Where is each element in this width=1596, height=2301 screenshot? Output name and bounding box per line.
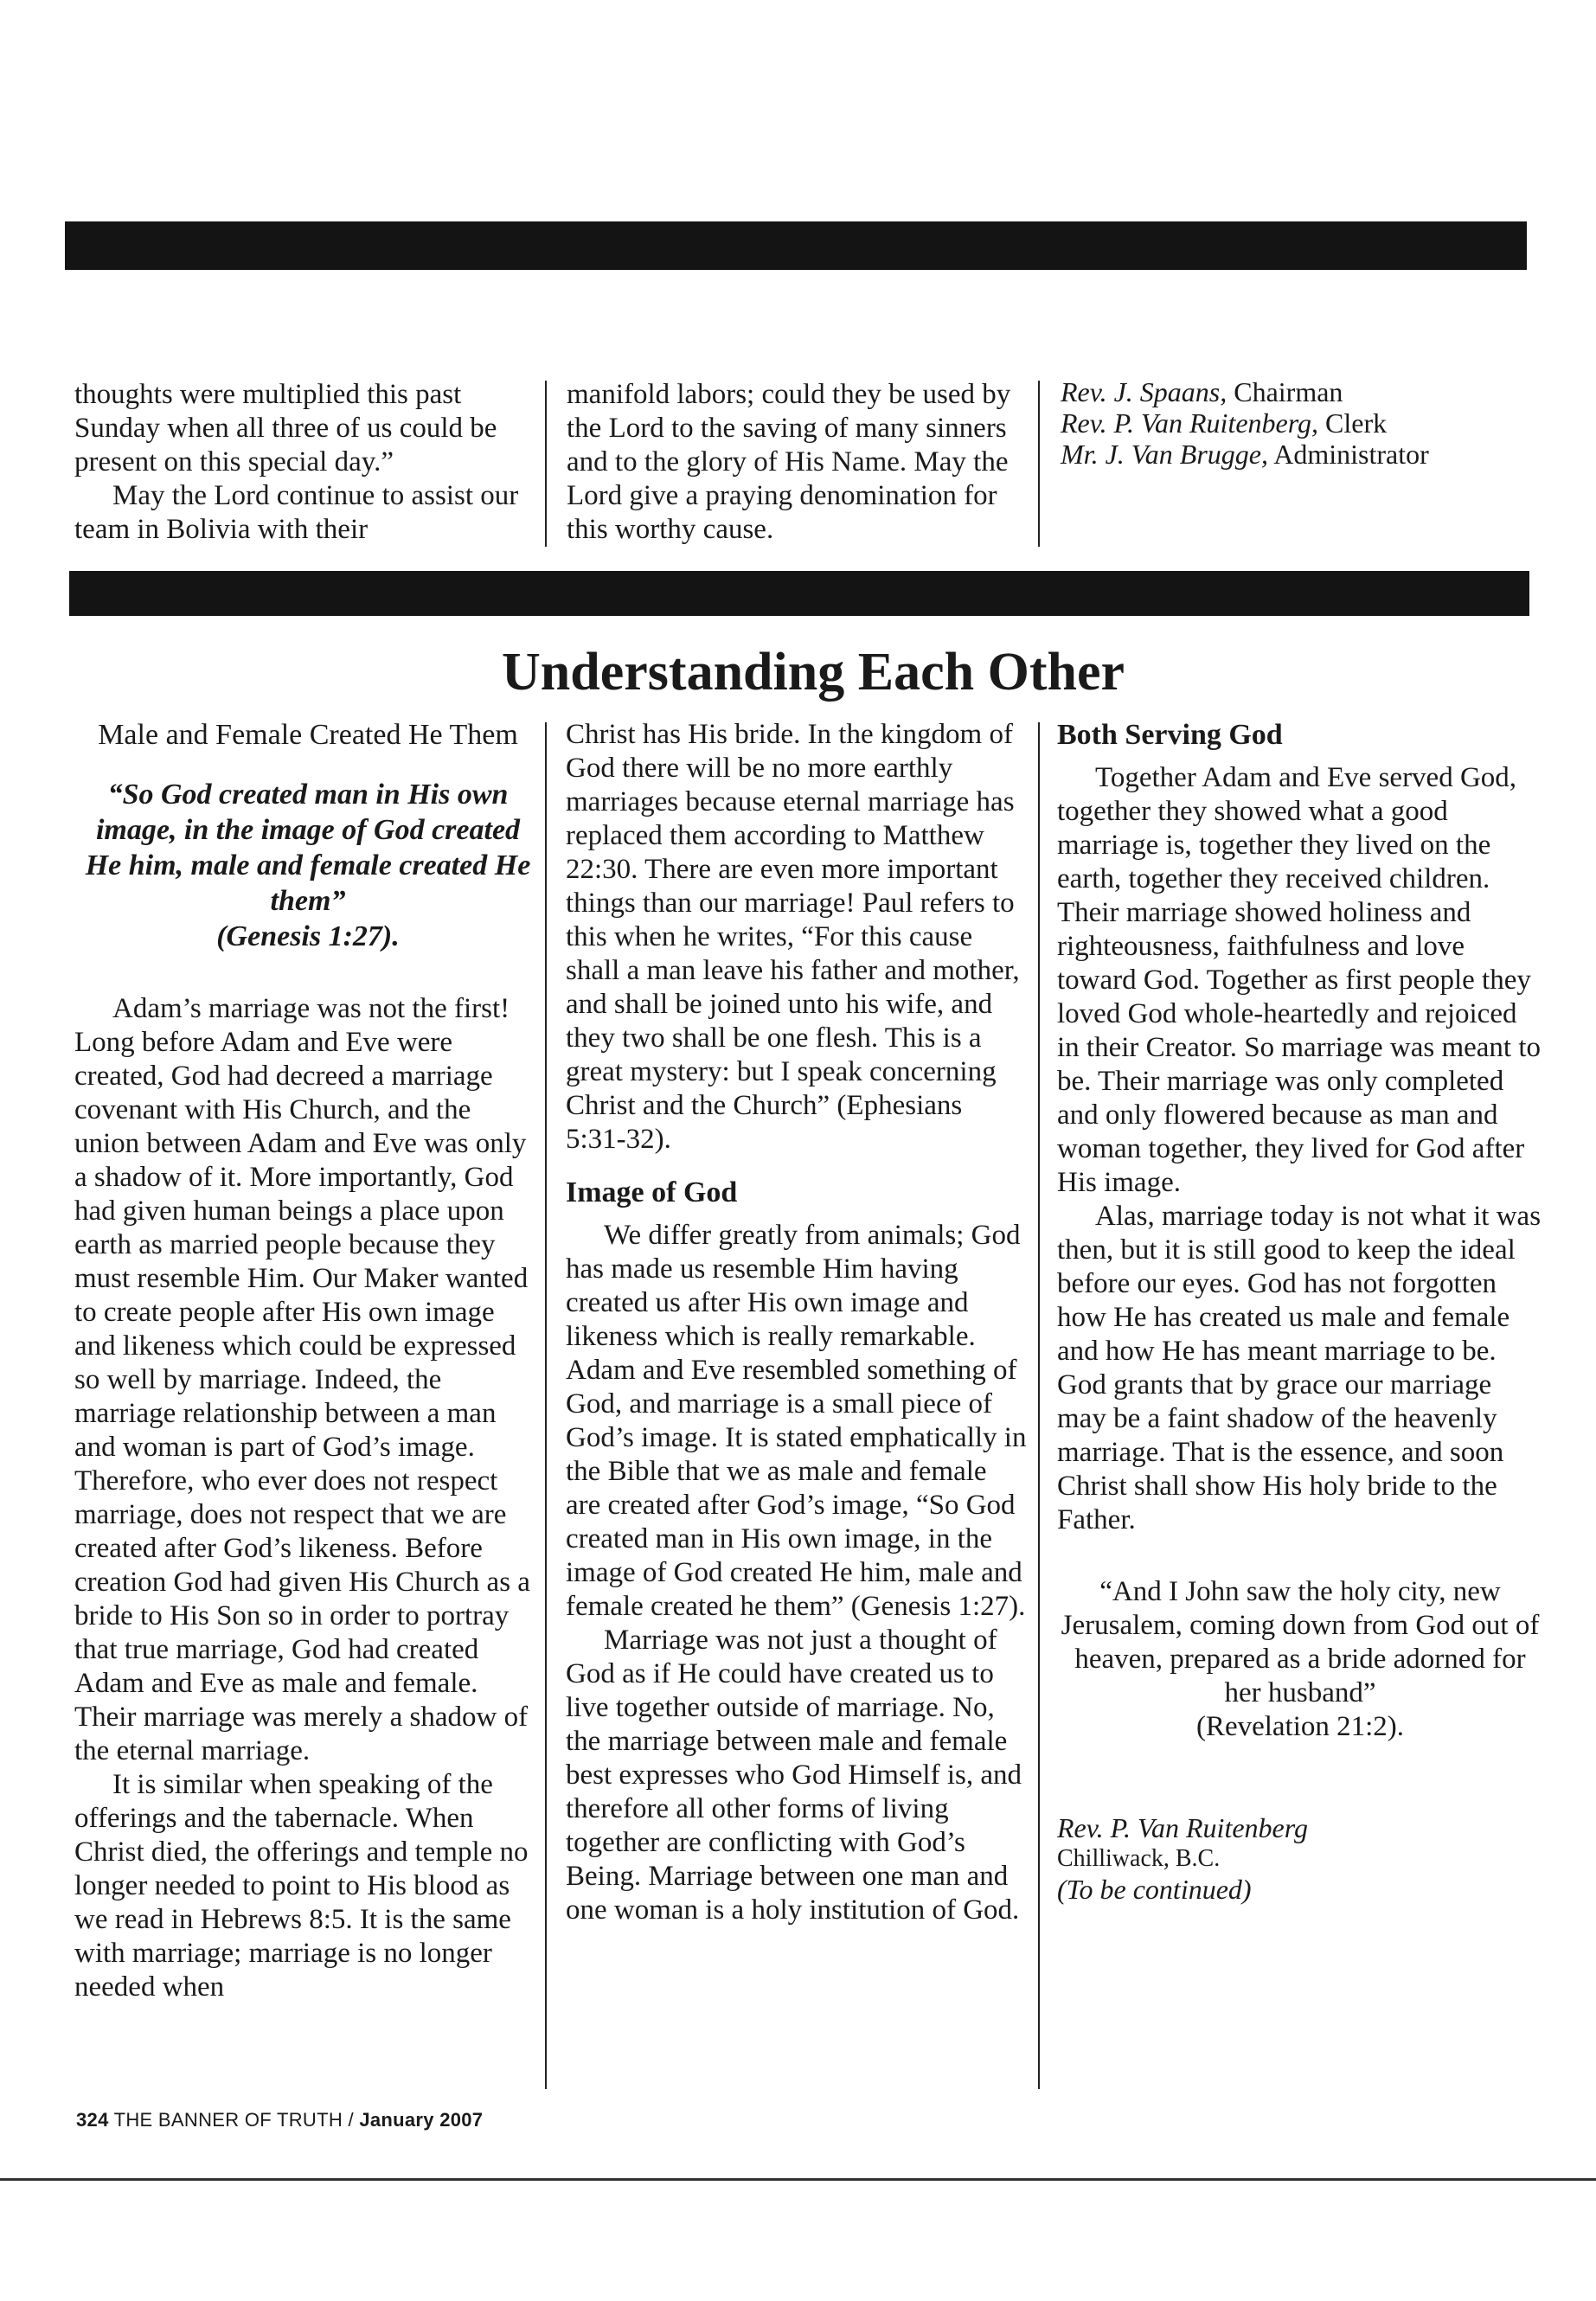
subheading-image-of-god: Image of God	[566, 1176, 738, 1208]
body-paragraph: It is similar when speaking of the offerings and the tabernacle. When Christ died, the offerings and temple no longer needed to point to His blood as we read in Hebrews 8:5. It is the same with marriage; marriage is no longer needed when	[74, 1769, 529, 2003]
snippet-paragraph: thoughts were multiplied this past Sunday when all three of us could be present on this special day.”	[74, 379, 497, 478]
closing-scripture: “And I John saw the holy city, new Jerusalem, coming down from God out of heaven, prepared as a bride adorned for her husband” (Revelation 21:2).	[1061, 1576, 1540, 1742]
article-column-3	[1057, 718, 1543, 1907]
body-paragraph: Adam’s marriage was not the first! Long before Adam and Eve were created, God had decreed a marriage covenant with His Church, and the union between Adam and Eve was only a shadow of it. More importantly, God had given human beings a place upon earth as married people because they must resemble Him. Our Maker wanted to create people after His own image and likeness which could be expressed so well by marriage. Indeed, the marriage relationship between a man and woman is part of God’s image. Therefore, who ever does not respect marriage, does not respect that we are created after God’s likeness. Before creation God had given His Church as a bride to His Son so in order to portray that true marriage, God had created Adam and Eve as male and female. Their marriage was merely a shadow of the eternal marriage.	[74, 993, 530, 1766]
body-paragraph: Marriage was not just a thought of God as if He could have created us to live together outside of marriage. No, the marriage between male and female best expresses who God Himself is, and therefore all other forms of living together are conflicting with God’s Being. Marriage between one man and one woman is a holy institution of God.	[566, 1625, 1022, 1926]
section-heading: Male and Female Created He Them	[98, 719, 518, 751]
body-paragraph: Together Adam and Eve served God, together they showed what a good marriage is, together they lived on the earth, together they received children. Their marriage showed holiness and righteousness, faithfulness and love toward God. Together as first people they loved God whole-heartedly and rejoiced in their Creator. So marriage was meant to be. Their marriage was only completed and only flowered because as man and woman together, they lived for God after His image.	[1057, 762, 1542, 1198]
author-location: Chilliwack, B.C.	[1057, 1845, 1221, 1872]
page-footer	[76, 2109, 483, 2131]
snippet-paragraph: manifold labors; could they be used by the Lord to the saving of many sinners and to the glory of His Name. May the Lord give a praying denomination for this worthy cause.	[567, 379, 1011, 545]
scripture-verse: “So God created man in His own image, in the image of God created He him, male and female created He them” (Genesis 1:27).	[85, 779, 531, 952]
snippet-column-1	[74, 378, 542, 547]
snippet-column-2	[567, 378, 1029, 547]
snippet-divider-2	[1038, 381, 1040, 547]
publication-name: THE BANNER OF TRUTH	[113, 2109, 343, 2131]
subheading-both-serving-god: Both Serving God	[1057, 719, 1283, 751]
column-divider-1	[545, 722, 547, 2089]
page-bottom-rule	[0, 2178, 1596, 2181]
body-paragraph: Alas, marriage today is not what it was then, but it is still good to keep the ideal before our eyes. God has not forgotten how He has created us male and female and how He has meant marriage to be. God grants that by grace our marriage may be a faint shadow of the heavenly marriage. That is the essence, and soon Christ shall show His holy bride to the Father.	[1057, 1201, 1542, 1535]
article-title: Understanding Each Other	[502, 643, 1125, 702]
issue-date: January 2007	[359, 2109, 484, 2131]
signatory-line: Rev. P. Van Ruitenberg, Clerk	[1061, 407, 1388, 439]
article-header-bar	[69, 571, 1529, 616]
snippet-paragraph: May the Lord continue to assist our team in Bolivia with their	[74, 480, 519, 545]
snippet-divider-1	[545, 381, 547, 547]
body-paragraph: Christ has His bride. In the kingdom of God there will be no more earthly marriages because eternal marriage has replaced them according to Matthew 22:30. There are even more important things than our marriage! Paul refers to this when he writes, “For this cause shall a man leave his father and mother, and shall be joined unto his wife, and they two shall be one flesh. This is a great mystery: but I speak concerning Christ and the Church” (Ephesians 5:31-32).	[566, 719, 1020, 1155]
signatory-line: Mr. J. Van Brugge, Administrator	[1061, 439, 1429, 470]
footer-separator: /	[348, 2109, 354, 2131]
author-name: Rev. P. Van Ruitenberg	[1057, 1812, 1308, 1843]
body-paragraph: We differ greatly from animals; God has made us resemble Him having created us after His own image and likeness which is really remarkable. Adam and Eve resembled something of God, and marriage is a small piece of God’s image. It is stated emphatically in the Bible that we as male and female are created after God’s image, “So God created man in His own image, in the image of God created He him, male and female created he them” (Genesis 1:27).	[566, 1220, 1027, 1622]
signatories	[1061, 376, 1545, 470]
article-column-2	[566, 718, 1029, 1927]
top-header-bar	[65, 221, 1527, 270]
article-column-1	[74, 718, 542, 2004]
continued-note: (To be continued)	[1057, 1874, 1252, 1905]
column-divider-2	[1038, 722, 1040, 2089]
signatory-line: Rev. J. Spaans, Chairman	[1061, 376, 1343, 407]
author-byline	[1057, 1811, 1543, 1907]
page-number: 324	[76, 2109, 109, 2131]
